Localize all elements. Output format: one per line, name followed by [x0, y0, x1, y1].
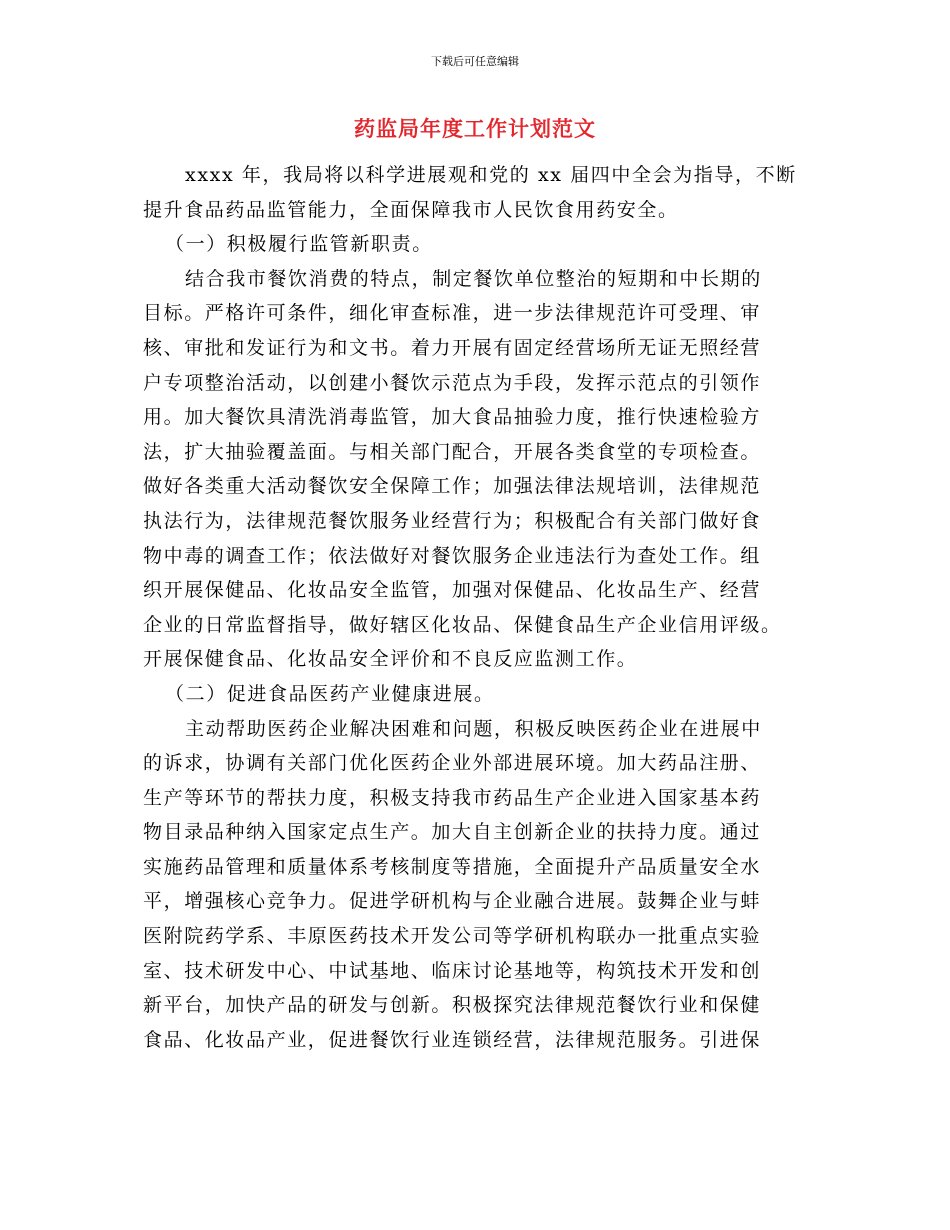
document-title: 药监局年度工作计划范文 [354, 117, 596, 141]
body-line: 企业的日常监督指导，做好辖区化妆品、保健食品生产企业信用评级。 [143, 613, 782, 636]
body-line: 用。加大餐饮具清洗消毒监管，加大食品抽验力度，推行快速检验方 [143, 406, 762, 429]
section-heading: （一）积极履行监管新职责。 [165, 233, 433, 256]
section-heading: （二）促进食品医药产业健康进展。 [165, 682, 495, 705]
body-line: 医附院药学系、丰原医药技术开发公司等学研机构联办一批重点实验 [143, 925, 762, 948]
body-line: 室、技术研发中心、中试基地、临床讨论基地等，构筑技术开发和创 [143, 959, 762, 982]
document-body [143, 158, 808, 1057]
body-line: 法，扩大抽验覆盖面。与相关部门配合，开展各类食堂的专项检查。 [143, 440, 762, 463]
body-line: 提升食品药品监管能力，全面保障我市人民饮食用药安全。 [143, 198, 679, 221]
body-line: 新平台，加快产品的研发与创新。积极探究法律规范餐饮行业和保健 [143, 994, 762, 1017]
body-line: 结合我市餐饮消费的特点，制定餐饮单位整治的短期和中长期的 [185, 267, 762, 290]
body-line: 平，增强核心竞争力。促进学研机构与企业融合进展。鼓舞企业与蚌 [143, 890, 762, 913]
body-line: 织开展保健品、化妆品安全监管，加强对保健品、化妆品生产、经营 [143, 579, 762, 602]
body-line: 实施药品管理和质量体系考核制度等措施，全面提升产品质量安全水 [143, 855, 762, 878]
body-line: 做好各类重大活动餐饮安全保障工作；加强法律法规培训，法律规范 [143, 475, 762, 498]
body-line: 核、审批和发证行为和文书。着力开展有固定经营场所无证无照经营 [143, 336, 762, 359]
header-note: 下载后可任意编辑 [431, 55, 519, 68]
body-line: 生产等环节的帮扶力度，积极支持我市药品生产企业进入国家基本药 [143, 786, 762, 809]
body-line: 开展保健食品、化妆品安全评价和不良反应监测工作。 [143, 648, 638, 671]
body-line: xxxx 年，我局将以科学进展观和党的 xx 届四中全会为指导，不断 [185, 164, 797, 186]
body-line: 物中毒的调查工作；依法做好对餐饮服务企业违法行为查处工作。组 [143, 544, 762, 567]
body-line: 主动帮助医药企业解决困难和问题，积极反映医药企业在进展中 [185, 717, 762, 740]
body-line: 户专项整治活动，以创建小餐饮示范点为手段，发挥示范点的引领作 [143, 371, 762, 394]
body-line: 执法行为，法律规范餐饮服务业经营行为；积极配合有关部门做好食 [143, 509, 762, 532]
body-line: 的诉求，协调有关部门优化医药企业外部进展环境。加大药品注册、 [143, 752, 762, 775]
body-line: 目标。严格许可条件，细化审查标准，进一步法律规范许可受理、审 [143, 302, 762, 325]
body-line: 物目录品种纳入国家定点生产。加大自主创新企业的扶持力度。通过 [143, 821, 762, 844]
body-line: 食品、化妆品产业，促进餐饮行业连锁经营，法律规范服务。引进保 [143, 1028, 762, 1051]
